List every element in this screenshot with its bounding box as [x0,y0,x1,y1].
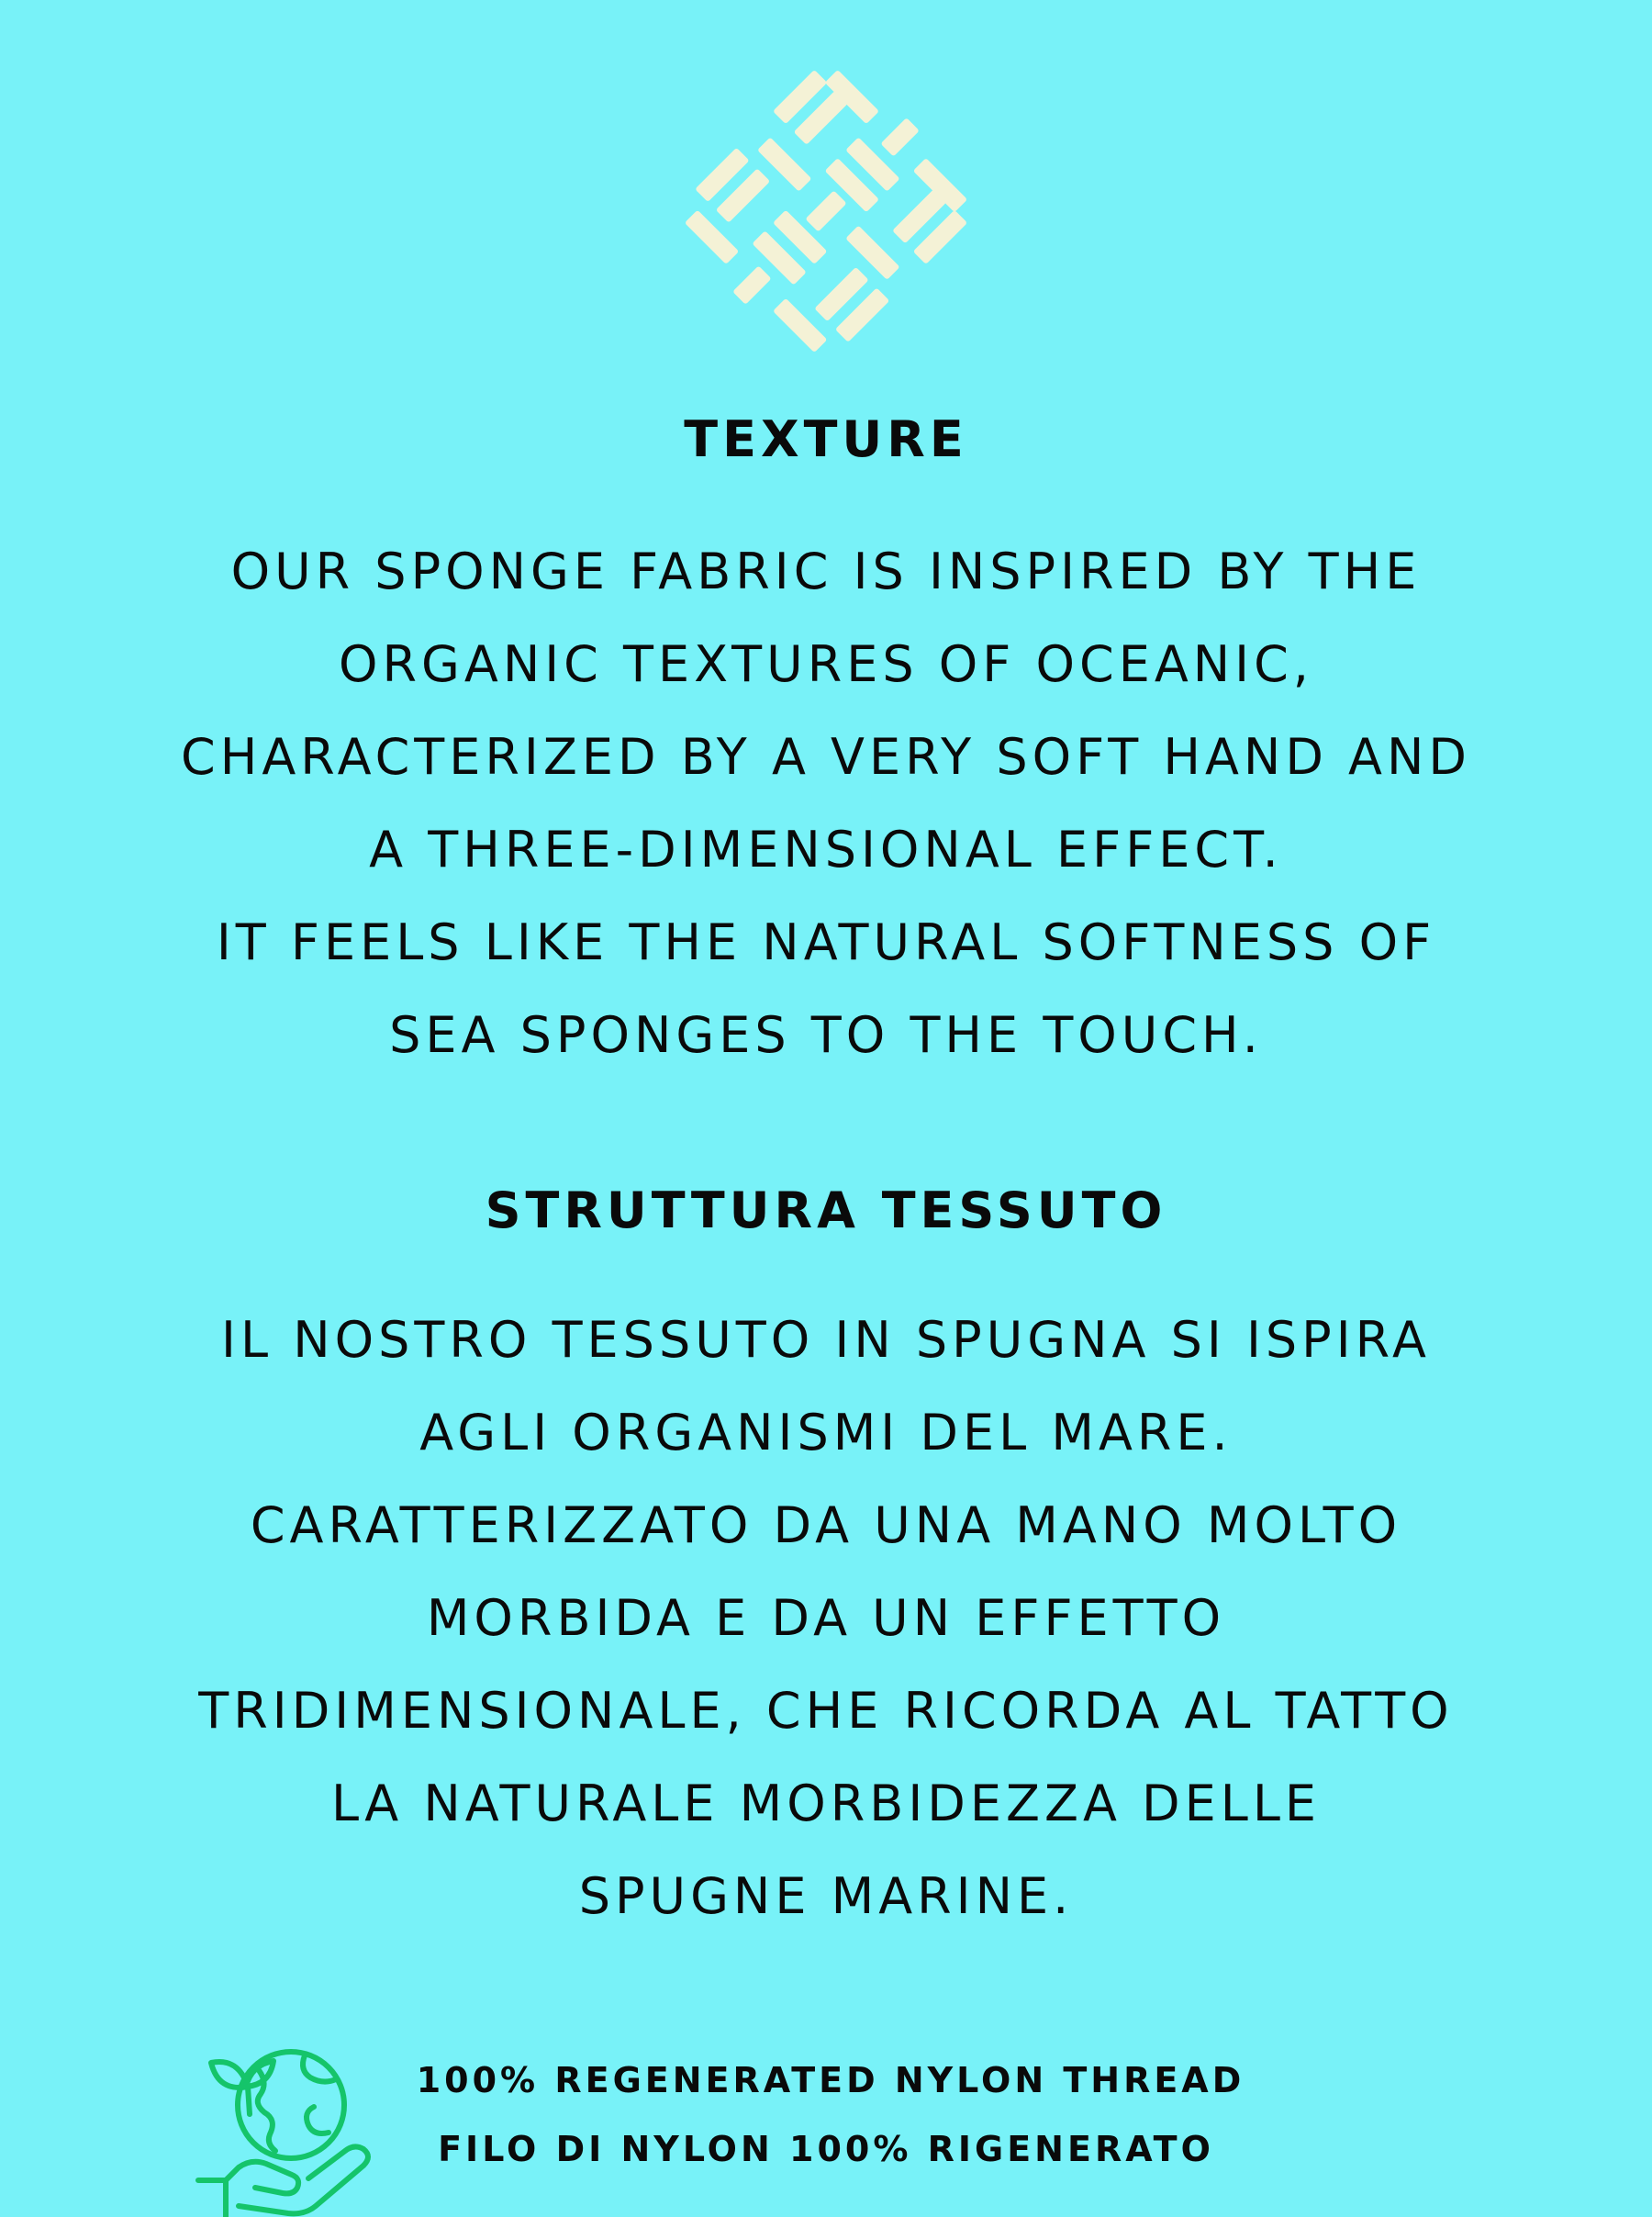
regenerated-nylon-en: 100% REGENERATED NYLON THREAD [416,2060,1245,2100]
struttura-line: SPUGNE MARINE. [578,1867,1074,1925]
texture-line: SEA SPONGES TO THE TOUCH. [389,1006,1263,1064]
texture-line: A THREE-DIMENSIONAL EFFECT. [369,821,1283,879]
texture-line: CHARACTERIZED BY A VERY SOFT HAND AND [181,728,1471,786]
weave-pattern-icon [670,55,982,367]
texture-line: ORGANIC TEXTURES OF OCEANIC, [339,635,1313,693]
struttura-line: CARATTERIZZATO DA UNA MANO MOLTO [250,1496,1402,1554]
struttura-paragraph [92,1293,1560,1943]
struttura-line: LA NATURALE MORBIDEZZA DELLE [330,1775,1322,1832]
texture-paragraph [92,525,1560,1081]
struttura-line: MORBIDA E DA UN EFFETTO [426,1589,1226,1647]
struttura-heading: STRUTTURA TESSUTO [485,1181,1167,1239]
struttura-line: IL NOSTRO TESSUTO IN SPUGNA SI ISPIRA [221,1311,1431,1369]
regenerated-nylon-it: FILO DI NYLON 100% RIGENERATO [438,2129,1214,2169]
struttura-line: TRIDIMENSIONALE, CHE RICORDA AL TATTO [198,1682,1454,1740]
texture-heading: TEXTURE [684,410,968,468]
texture-line: OUR SPONGE FABRIC IS INSPIRED BY THE [230,543,1422,600]
struttura-line: AGLI ORGANISMI DEL MARE. [419,1404,1233,1461]
texture-line: IT FEELS LIKE THE NATURAL SOFTNESS OF [216,913,1436,971]
